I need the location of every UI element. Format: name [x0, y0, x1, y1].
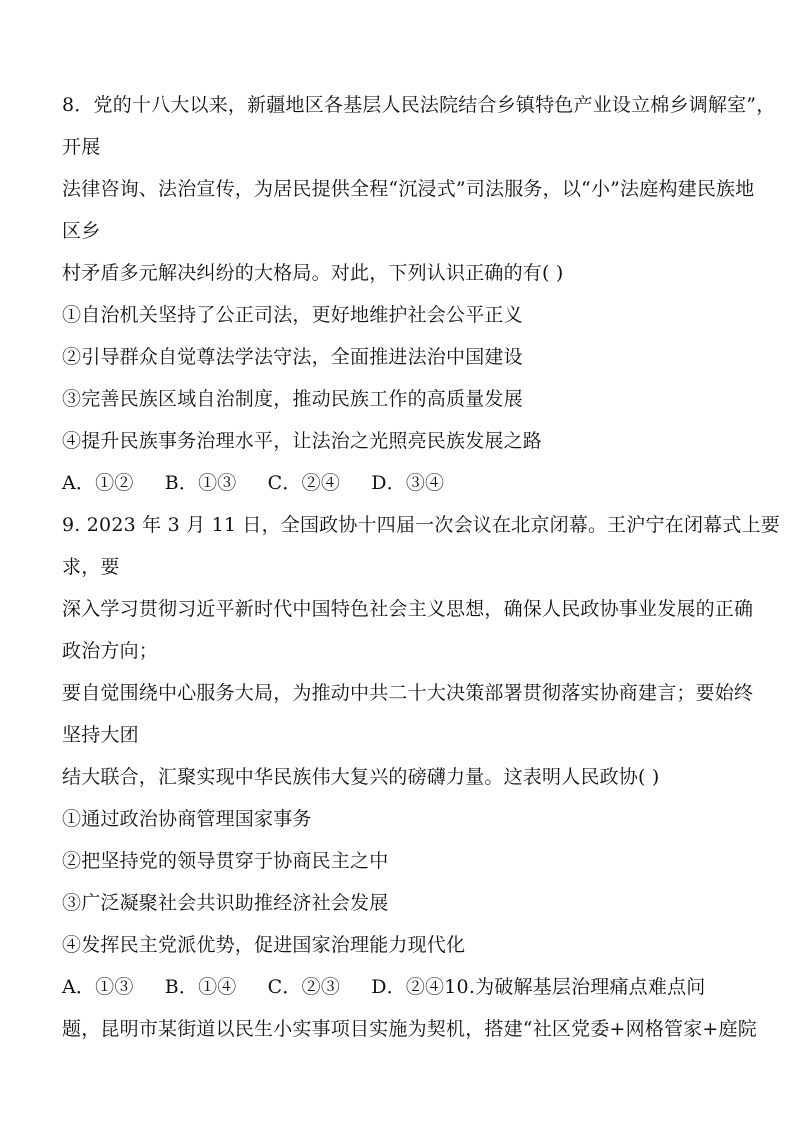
question-8-line: 法律咨询、法治宣传，为居民提供全程“沉浸式”司法服务，以“小”法庭构建民族地: [62, 178, 755, 200]
question-9-option: ③广泛凝聚社会共识助推经济社会发展: [62, 892, 389, 914]
question-9-option: ④发挥民主党派优势，促进国家治理能力现代化: [62, 934, 466, 956]
question-8-line: 区乡: [62, 220, 101, 242]
question-9-line: 9. 2023 年 3 月 11 日，全国政协十四届一次会议在北京闭幕。王沪宁在闭幕式上要: [62, 514, 780, 536]
question-8-line: 8．党的十八大以来，新疆地区各基层人民法院结合乡镇特色产业设立棉乡调解室”，: [62, 94, 776, 116]
question-8-line: 开展: [62, 136, 101, 158]
question-9-line: 政治方向；: [62, 640, 159, 662]
exam-page: [62, 84, 780, 1050]
question-9-option: ①通过政治协商管理国家事务: [62, 808, 312, 830]
question-9-line: 求，要: [62, 556, 120, 578]
question-8-option: ④提升民族事务治理水平，让法治之光照亮民族发展之路: [62, 430, 543, 452]
question-8-option: ①自治机关坚持了公正司法，更好地维护社会公平正义: [62, 304, 523, 326]
question-9: [62, 504, 780, 1008]
question-9-answers: A．①③ B．①④ C．②③ D．②④10.为破解基层治理痛点难点问: [62, 976, 706, 998]
question-8-line: 村矛盾多元解决纠纷的大格局。对此，下列认识正确的有( ): [62, 262, 564, 284]
question-9-line: 要自觉围绕中心服务大局，为推动中共二十大决策部署贯彻落实协商建言；要始终: [62, 682, 754, 704]
question-9-line: 坚持大团: [62, 724, 139, 746]
question-8-option: ②引导群众自觉尊法学法守法，全面推进法治中国建设: [62, 346, 523, 368]
question-8-option: ③完善民族区域自治制度，推动民族工作的高质量发展: [62, 388, 523, 410]
question-9-option: ②把坚持党的领导贯穿于协商民主之中: [62, 850, 389, 872]
question-9-line: 结大联合，汇聚实现中华民族伟大复兴的磅礴力量。这表明人民政协( ): [62, 766, 660, 788]
question-9-line: 深入学习贯彻习近平新时代中国特色社会主义思想，确保人民政协事业发展的正确: [62, 598, 754, 620]
question-10-line: 题，昆明市某街道以民生小实事项目实施为契机，搭建“社区党委+网格管家+庭院: [62, 1018, 757, 1040]
question-8: [62, 84, 776, 504]
question-10: [62, 1008, 757, 1050]
question-8-answers: A．①② B．①③ C．②④ D．③④: [62, 472, 445, 494]
